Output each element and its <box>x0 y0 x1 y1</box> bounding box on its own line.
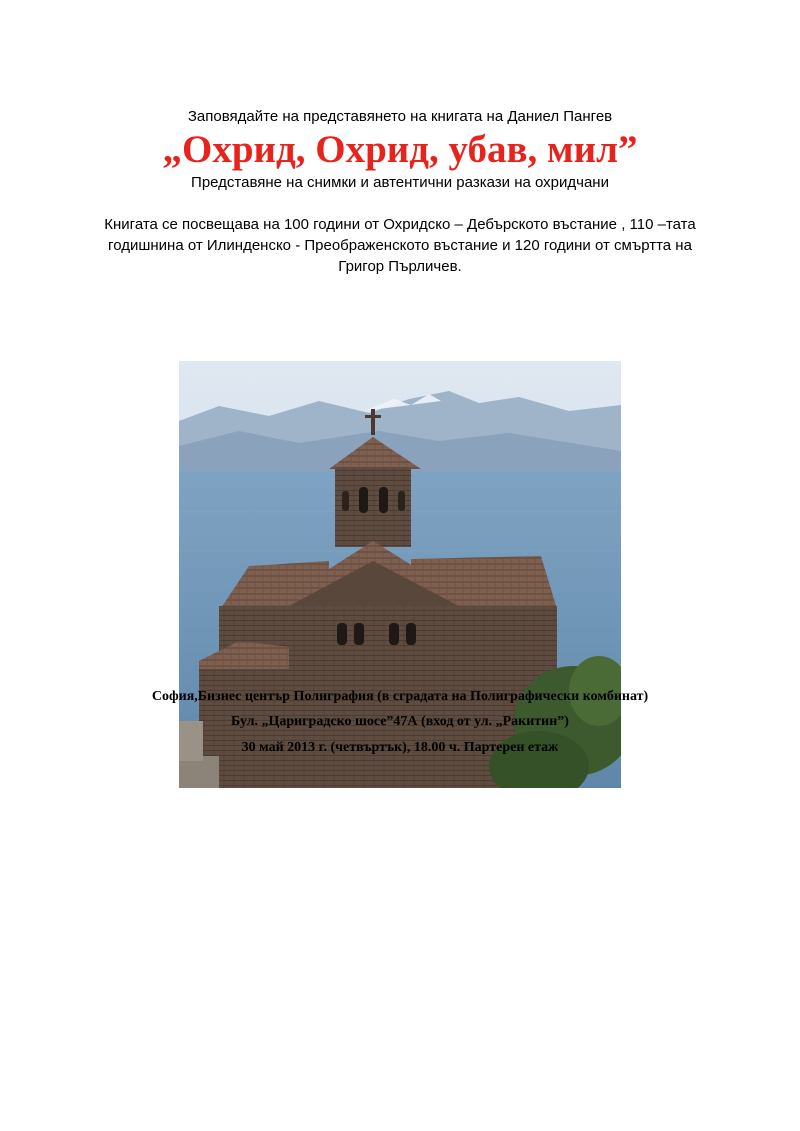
dedication-paragraph <box>70 214 730 277</box>
venue-line: София,Бизнес център Полиграфия (в сградата на Полиграфически комбинат) <box>151 689 649 704</box>
dedication-line-1: Книгата се посвещава на 100 години от Охридско – Дебърското въстание , 110 –тата <box>104 216 696 233</box>
address-line: Бул. „Цариградско шосе”47А (вход от ул. „Ракитин”) <box>231 714 569 729</box>
book-title: „Охрид, Охрид, убав, мил” <box>162 128 638 171</box>
date-time-line: 30 май 2013 г. (четвъртък), 18.00 ч. Партерен етаж <box>241 740 559 755</box>
dedication-line-2: годишнина от Илинденско - Преображенското въстание и 120 години от смъртта на <box>108 237 692 254</box>
subtitle-line: Представяне на снимки и автентични разкази на охридчани <box>191 174 609 191</box>
dedication-line-3: Григор Пърличев. <box>338 258 462 275</box>
invite-line: Заповядайте на представянето на книгата на Даниел Пангев <box>187 108 613 125</box>
